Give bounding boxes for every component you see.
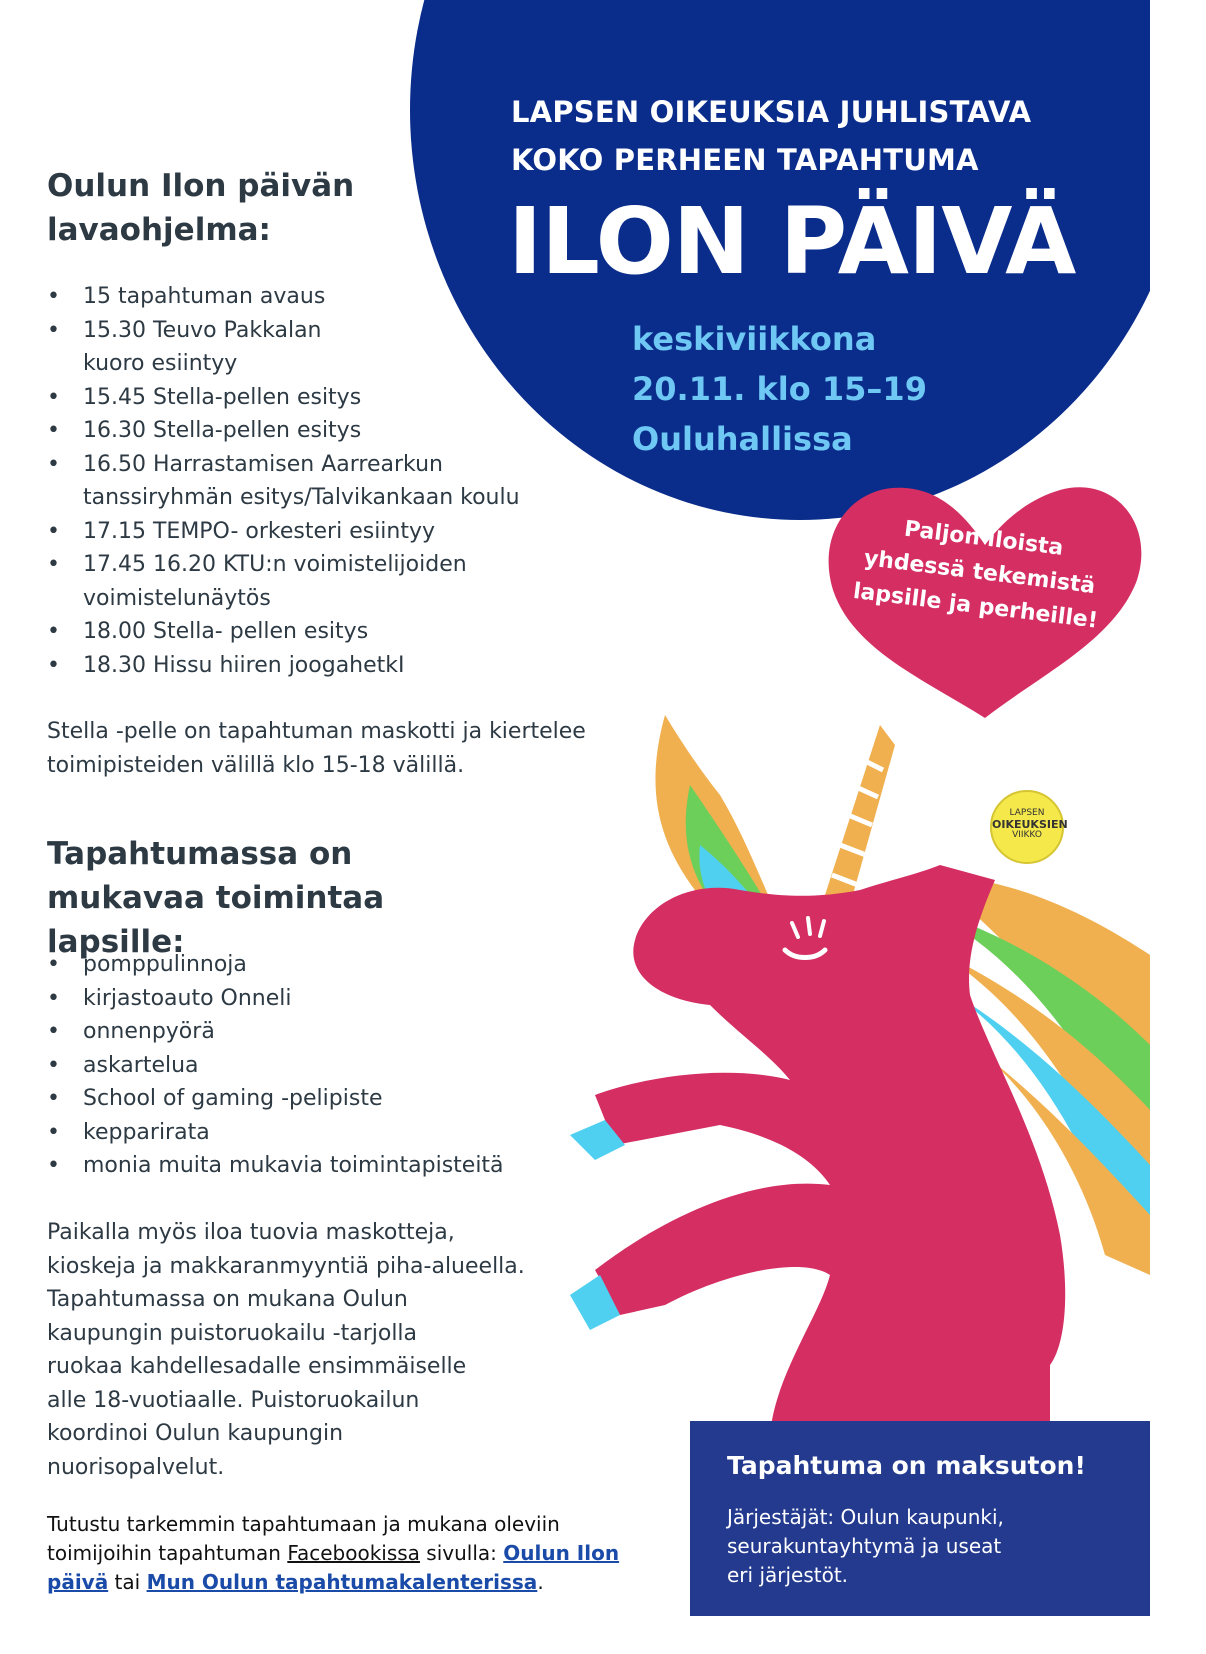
program-item: • 17.45 16.20 KTU:n voimistelijoiden voimistelunäytös xyxy=(47,548,607,615)
oulun-ilon-paiva-link[interactable]: Oulun Ilon päivä xyxy=(47,1541,620,1594)
more-info-text-end: . xyxy=(537,1570,544,1594)
badge-line-3: VIIKKO xyxy=(1012,830,1042,840)
event-title: ILON PÄIVÄ xyxy=(508,188,1076,295)
badge-line-1: LAPSEN xyxy=(1009,808,1045,818)
program-list xyxy=(47,280,607,682)
extra-info: Paikalla myös iloa tuovia maskotteja, kioskeja ja makkaranmyyntiä piha-alueella. Tapahtumassa on mukana Oulun kaupungin puistoruokailu -tarjolla ruokaa kahdellesadalle ensimmäiselle alle 18-vuotiaalle. Puistoruokailun koordinoi Oulun kaupungin nuorisopalvelut. xyxy=(47,1220,525,1480)
program-item: • 15.45 Stella-pellen esitys xyxy=(47,381,607,415)
activity-item: • kirjastoauto Onneli xyxy=(47,982,567,1016)
activities-heading: Tapahtumassa on mukavaa toimintaa lapsille: xyxy=(47,836,385,960)
childrens-rights-week-badge xyxy=(990,790,1068,864)
activities-list xyxy=(47,948,567,1183)
program-item: • 18.00 Stella- pellen esitys xyxy=(47,615,607,649)
program-heading: Oulun Ilon päivän lavaohjelma: xyxy=(47,168,355,248)
mun-oulu-calendar-link[interactable]: Mun Oulun tapahtumakalenterissa xyxy=(146,1570,538,1594)
activity-item: • kepparirata xyxy=(47,1116,567,1150)
tagline-line-1: LAPSEN OIKEUKSIA JUHLISTAVA xyxy=(511,95,1032,129)
info-box xyxy=(690,1421,1150,1616)
tagline-line-2: KOKO PERHEEN TAPAHTUMA xyxy=(511,143,979,177)
event-time: 20.11. klo 15–19 xyxy=(632,370,927,408)
organizers-text: Järjestäjät: Oulun kaupunki, seurakuntayhtymä ja useat eri järjestöt. xyxy=(727,1505,1004,1587)
activity-item: • onnenpyörä xyxy=(47,1015,567,1049)
program-item: • 18.30 Hissu hiiren joogahetkI xyxy=(47,649,607,683)
page-margin xyxy=(1150,0,1206,1654)
more-info-text: Tutustu tarkemmin tapahtumaan ja mukana oleviin toimijoihin tapahtuman xyxy=(47,1512,560,1565)
program-item: • 16.30 Stella-pellen esitys xyxy=(47,414,607,448)
mascot-note: Stella -pelle on tapahtuman maskotti ja kiertelee toimipisteiden välillä klo 15-18 välillä. xyxy=(47,719,586,778)
activity-item: • monia muita mukavia toimintapisteitä xyxy=(47,1149,567,1183)
activity-item: • School of gaming -pelipiste xyxy=(47,1082,567,1116)
badge-line-2: OIKEUKSIEN xyxy=(992,818,1068,831)
more-info-text-mid: sivulla: xyxy=(419,1541,504,1565)
activity-item: • askartelua xyxy=(47,1049,567,1083)
more-info-text-or: tai xyxy=(108,1570,147,1594)
heart-slogan: Paljon iloista yhdessä tekemistä lapsille ja perheille! xyxy=(851,516,1100,634)
free-event-text: Tapahtuma on maksuton! xyxy=(727,1451,1086,1480)
program-item: • 17.15 TEMPO- orkesteri esiintyy xyxy=(47,515,607,549)
program-item: • 15.30 Teuvo Pakkalan kuoro esiintyy xyxy=(47,314,607,381)
more-info-paragraph xyxy=(47,1510,637,1597)
event-venue: Ouluhallissa xyxy=(632,420,853,458)
program-item: • 16.50 Harrastamisen Aarrearkun tanssiryhmän esitys/Talvikankaan koulu xyxy=(47,448,607,515)
event-day: keskiviikkona xyxy=(632,320,877,358)
facebook-text: Facebookissa xyxy=(287,1541,420,1565)
activity-item: • pomppulinnoja xyxy=(47,948,567,982)
program-item: • 15 tapahtuman avaus xyxy=(47,280,607,314)
